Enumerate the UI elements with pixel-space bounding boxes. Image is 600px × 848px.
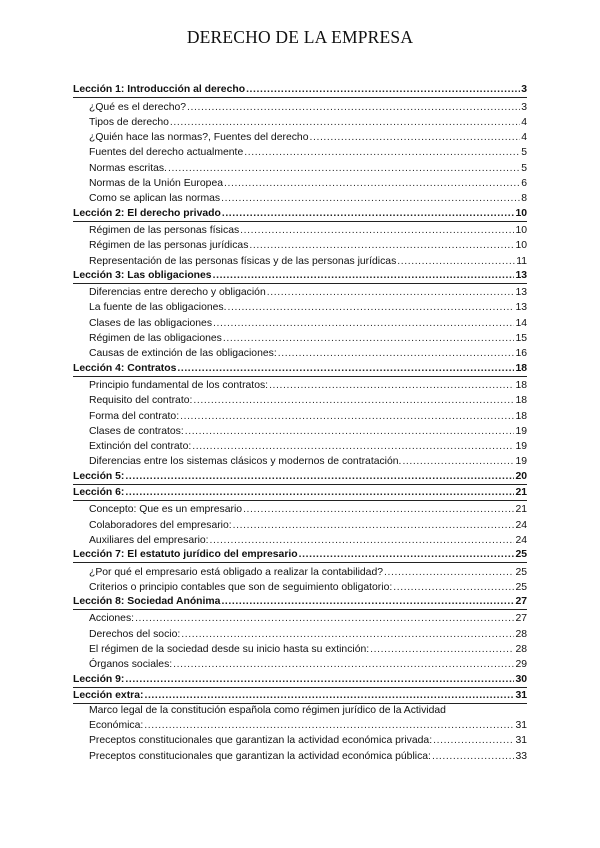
toc-page: 5 [521,147,527,159]
toc-chapter-3[interactable] [73,268,527,284]
toc-leader [213,318,514,330]
toc-page: 18 [515,379,527,391]
toc-page: 11 [516,255,527,267]
toc-entry[interactable] [73,732,527,747]
toc-label: Causas de extinción de las obligaciones: [89,348,277,360]
toc-chapter-7[interactable] [73,547,527,563]
toc-leader [223,333,515,345]
toc-entry[interactable] [73,438,527,453]
toc-entry[interactable] [73,144,527,159]
toc-chapter-4[interactable] [73,360,527,376]
toc-leader [125,674,514,686]
toc-label: Como se aplican las normas [89,193,221,205]
toc-entry[interactable] [73,299,527,314]
toc-page: 27 [515,596,527,608]
toc-leader [222,208,515,220]
toc-entry[interactable] [73,656,527,671]
toc-page: 10 [515,240,527,252]
toc-page: 6 [521,178,527,190]
toc-label: Fuentes del derecho actualmente [89,147,244,159]
toc-label: Clases de las obligaciones [89,317,213,329]
toc-page: 24 [515,534,527,546]
toc-leader [193,395,514,407]
toc-entry[interactable] [73,314,527,329]
toc-label: Derechos del socio: [89,628,181,640]
toc-label: Lección 2: El derecho privado [73,207,221,219]
toc-page: 21 [515,504,527,516]
toc-label: Marco legal de la constitución española como régimen jurídico de la Actividad [89,704,446,716]
toc-page: 19 [515,456,527,468]
toc-entry-continuation [89,717,527,732]
toc-label: Régimen de las obligaciones [89,333,222,345]
toc-label: Órganos sociales: [89,659,173,671]
toc-label: Acciones: [89,613,135,625]
toc-leader [384,567,514,579]
toc-page: 27 [515,613,527,625]
toc-leader [249,240,514,252]
toc-label: Diferencias entre los sistemas clásicos y modernos de contratación. [89,456,402,468]
toc-page: 14 [515,317,527,329]
toc-label: Preceptos constitucionales que garantizan la actividad económica privada: [89,735,433,747]
toc-label: ¿Quién hace las normas?, Fuentes del derecho [89,132,309,144]
toc-label: Clases de contratos: [89,425,184,437]
toc-label: Lección 6: [73,487,125,499]
toc-page: 13 [515,302,527,314]
toc-entry[interactable] [73,610,527,625]
toc-entry[interactable] [73,114,527,129]
toc-entry[interactable] [73,284,527,299]
toc-label: ¿Qué es el derecho? [89,101,187,113]
toc-chapter-2[interactable] [73,205,527,221]
toc-label: Tipos de derecho [89,116,169,128]
toc-leader [125,471,514,483]
toc-page: 3 [521,84,527,96]
toc-label: ¿Por qué el empresario está obligado a realizar la contabilidad? [89,566,383,578]
toc-entry-multiline[interactable] [73,704,527,732]
toc-entry[interactable] [73,330,527,345]
toc-entry[interactable] [73,532,527,547]
toc-page: 4 [521,116,527,128]
toc-label: La fuente de las obligaciones. [89,302,227,314]
toc-leader [168,163,520,175]
toc-chapter-1[interactable] [73,82,527,98]
toc-entry[interactable] [73,625,527,640]
toc-entry[interactable] [73,159,527,174]
toc-label: Colaboradores del empresario: [89,519,232,531]
toc-leader [397,256,515,268]
toc-page: 25 [515,566,527,578]
toc-leader [233,520,515,532]
toc-label: Lección 8: Sociedad Anónima [73,596,221,608]
toc-leader [185,426,515,438]
toc-chapter-8[interactable] [73,594,527,610]
toc-leader [180,411,514,423]
toc-label: Criterios o principio contables que son de seguimiento obligatorio: [89,581,393,593]
toc-chapter-9[interactable] [73,671,527,687]
toc-label: Concepto: Que es un empresario [89,504,243,516]
toc-label: Representación de las personas físicas y de las personas jurídicas [89,255,397,267]
toc-entry[interactable] [73,345,527,360]
toc-label: Forma del contrato: [89,410,180,422]
toc-leader [221,193,520,205]
toc-page: 16 [515,348,527,360]
toc-leader [181,629,514,641]
toc-entry[interactable] [73,579,527,594]
toc-leader [402,456,514,468]
document-title: DERECHO DE LA EMPRESA [186,27,414,47]
toc-label: Lección extra: [73,689,144,701]
toc-label: Normas escritas. [89,162,167,174]
toc-leader [144,690,514,702]
toc-entry[interactable] [73,190,527,205]
toc-entry[interactable] [73,747,527,762]
toc-label: Lección 9: [73,673,125,685]
toc-leader [269,380,514,392]
toc-entry[interactable] [73,392,527,407]
toc-page: 13 [515,269,527,281]
toc-page: 19 [515,425,527,437]
toc-page: 20 [515,470,527,482]
toc-page: 10 [515,224,527,236]
toc-leader [228,302,515,314]
toc-label: Lección 4: Contratos [73,362,177,374]
toc-entry[interactable] [73,377,527,392]
toc-leader [192,441,514,453]
toc-page: 31 [515,689,527,701]
toc-entry[interactable] [73,453,527,468]
toc-leader [299,549,515,561]
toc-page: 5 [521,162,527,174]
toc-entry[interactable] [73,98,527,113]
toc-page: 28 [515,628,527,640]
toc-label: Régimen de las personas físicas [89,224,240,236]
toc-leader [278,348,515,360]
toc-leader [144,720,514,732]
toc-page: 19 [515,441,527,453]
toc-leader [246,84,520,96]
toc-label: Extinción del contrato: [89,441,192,453]
toc-leader [240,225,514,237]
toc-leader [187,102,520,114]
toc-page: 25 [515,549,527,561]
toc-entry[interactable] [73,516,527,531]
toc-leader [224,178,520,190]
toc-leader [309,132,520,144]
toc-entry[interactable] [73,175,527,190]
toc-leader [433,735,514,747]
table-of-contents [73,82,527,763]
toc-label: Lección 3: Las obligaciones [73,269,212,281]
toc-leader [393,582,514,594]
toc-page: 18 [515,410,527,422]
toc-label: Normas de la Unión Europea [89,178,223,190]
toc-label: Lección 5: [73,470,125,482]
toc-chapter-extra[interactable] [73,688,527,704]
toc-page: 24 [515,519,527,531]
toc-label: Principio fundamental de los contratos: [89,379,269,391]
toc-page: 25 [515,581,527,593]
toc-page: 10 [515,207,527,219]
toc-leader [213,270,515,282]
toc-leader [125,487,514,499]
toc-page: 4 [521,132,527,144]
toc-page: 31 [515,720,527,732]
toc-leader [244,147,520,159]
toc-page: 13 [515,287,527,299]
toc-entry[interactable] [73,252,527,267]
toc-chapter-5[interactable] [73,468,527,484]
toc-leader [432,751,514,763]
toc-entry[interactable] [73,563,527,578]
toc-label: Económica: [89,720,144,732]
toc-page: 28 [515,643,527,655]
toc-label: El régimen de la sociedad desde su inicio hasta su extinción: [89,643,370,655]
toc-leader [243,504,514,516]
toc-page: 18 [515,362,527,374]
toc-label: Régimen de las personas jurídicas [89,240,249,252]
toc-label: Diferencias entre derecho y obligación [89,287,266,299]
toc-page: 18 [515,395,527,407]
toc-page: 29 [515,659,527,671]
toc-page: 33 [515,750,527,762]
toc-page: 15 [515,333,527,345]
toc-entry[interactable] [73,222,527,237]
toc-leader [210,535,515,547]
toc-entry[interactable] [73,641,527,656]
toc-page: 31 [515,735,527,747]
toc-label: Auxiliares del empresario: [89,534,209,546]
toc-leader [370,644,514,656]
toc-leader [173,659,514,671]
toc-label: Requisito del contrato: [89,395,193,407]
toc-page: 30 [515,673,527,685]
toc-label: Preceptos constitucionales que garantizan la actividad económica pública: [89,750,431,762]
toc-leader [135,613,514,625]
toc-page: 3 [521,101,527,113]
toc-leader [170,117,520,129]
toc-chapter-6[interactable] [73,485,527,501]
toc-entry[interactable] [73,129,527,144]
toc-entry[interactable] [73,501,527,516]
toc-page: 21 [515,487,527,499]
toc-leader [221,596,514,608]
toc-label: Lección 1: Introducción al derecho [73,84,246,96]
toc-entry[interactable] [73,237,527,252]
toc-entry[interactable] [73,423,527,438]
toc-leader [267,287,515,299]
toc-label: Lección 7: El estatuto jurídico del empresario [73,549,298,561]
toc-entry[interactable] [73,407,527,422]
toc-page: 8 [521,193,527,205]
toc-leader [177,363,514,375]
